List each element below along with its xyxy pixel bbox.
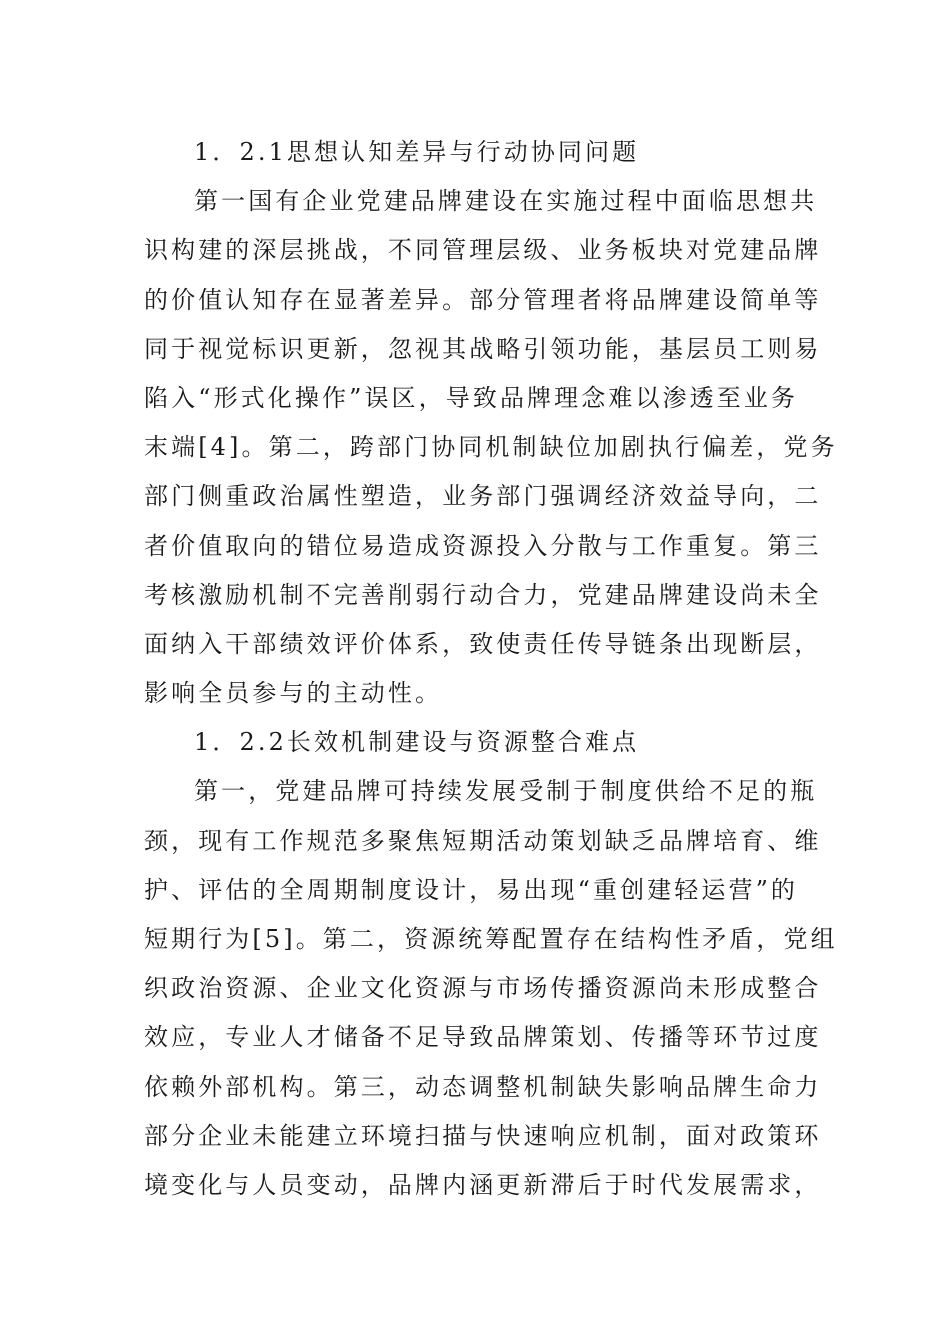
paragraph-line: 第一国有企业党建品牌建设在实施过程中面临思想共 (194, 187, 818, 216)
paragraph-line: 考核激励机制不完善削弱行动合力，党建品牌建设尚未全 (144, 580, 822, 609)
paragraph-line: 护、评估的全周期制度设计，易出现“重创建轻运营”的 (144, 875, 799, 904)
paragraph-line: 识构建的深层挑战，不同管理层级、业务板块对党建品牌 (144, 236, 822, 265)
paragraph-line: 依赖外部机构。第三，动态调整机制缺失影响品牌生命力 (144, 1072, 822, 1101)
paragraph-line: 织政治资源、企业文化资源与市场传播资源尚未形成整合 (144, 974, 822, 1003)
paragraph-line: 颈，现有工作规范多聚焦短期活动策划缺乏品牌培育、维 (144, 826, 822, 855)
paragraph-line: 部门侧重政治属性塑造，业务部门强调经济效益导向，二 (144, 482, 822, 511)
paragraph-line: 效应，专业人才储备不足导致品牌策划、传播等环节过度 (144, 1023, 822, 1052)
paragraph-line: 短期行为[5]。第二，资源统筹配置存在结构性矛盾，党组 (144, 925, 838, 953)
paragraph-line: 境变化与人员变动，品牌内涵更新滞后于时代发展需求， (144, 1170, 822, 1199)
paragraph-line: 者价值取向的错位易造成资源投入分散与工作重复。第三 (144, 531, 822, 560)
section-heading: 1．2.1思想认知差异与行动协同问题 (194, 138, 640, 166)
document-page (144, 128, 838, 1210)
paragraph-line: 第一，党建品牌可持续发展受制于制度供给不足的瓶 (194, 777, 818, 806)
paragraph-line: 陷入“形式化操作”误区，导致品牌理念难以渗透至业务 (144, 383, 799, 412)
paragraph-line: 同于视觉标识更新，忽视其战略引领功能，基层员工则易 (144, 334, 822, 363)
paragraph-line: 影响全员参与的主动性。 (144, 679, 443, 708)
paragraph-line: 末端[4]。第二，跨部门协同机制缺位加剧执行偏差，党务 (144, 433, 838, 462)
section-heading: 1．2.2长效机制建设与资源整合难点 (194, 728, 640, 757)
paragraph-line: 面纳入干部绩效评价体系，致使责任传导链条出现断层， (144, 629, 822, 658)
paragraph-line: 部分企业未能建立环境扫描与快速响应机制，面对政策环 (144, 1121, 822, 1150)
paragraph-line: 的价值认知存在显著差异。部分管理者将品牌建设简单等 (144, 285, 822, 314)
